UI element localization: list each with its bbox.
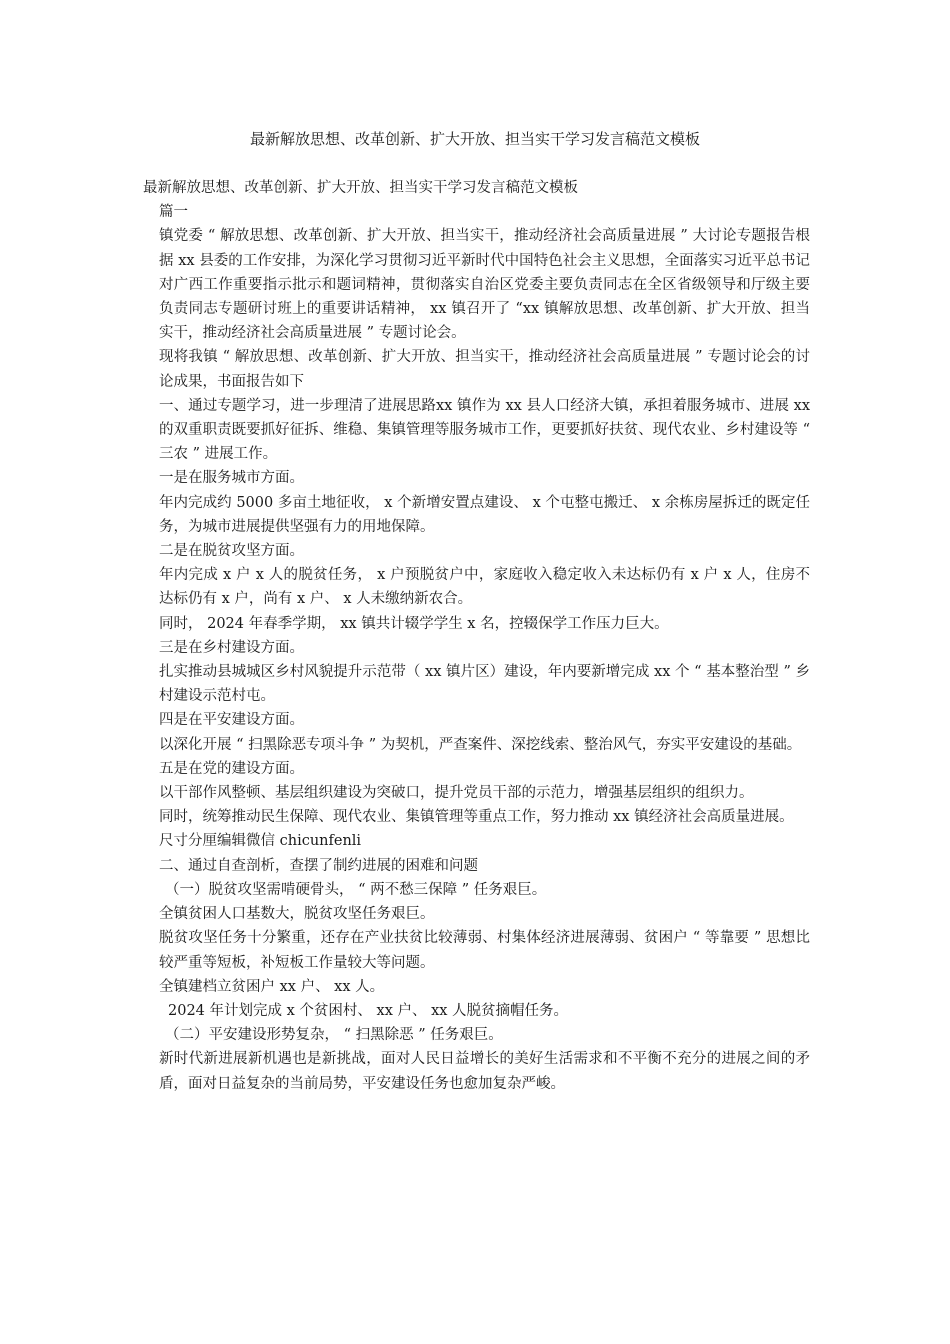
paragraph: 一是在服务城市方面。: [159, 470, 304, 487]
paragraph: 镇党委 “ 解放思想、改革创新、扩大开放、担当实干，推动经济社会高质量进展 ” 大讨论专题报告根据 xx 县委的工作安排，为深化学习贯彻习近平新时代中国特色社会主义思想，全面落实习近平总书记对广西工作重要指示批示和题词精神，贯彻落实自治区党委主要负责同志在全区省级领导和厅级主要负责同志专题研讨班上的重要讲话精神， xx 镇召开了 “xx 镇解放思想、改革创新、扩大开放、担当实干，推动经济社会高质量进展 ” 专题讨论会。: [159, 228, 810, 342]
paragraph: （二）平安建设形势复杂， “ 扫黑除恶 ” 任务艰巨。: [165, 1027, 503, 1044]
paragraph: 四是在平安建设方面。: [159, 712, 304, 729]
document-title: 最新解放思想、改革创新、扩大开放、担当实干学习发言稿范文模板: [249, 130, 700, 148]
paragraph: 以深化开展 “ 扫黑除恶专项斗争 ” 为契机，严查案件、深挖线索、整治风气，夯实平安建设的基础。: [159, 736, 802, 753]
document-body: [143, 176, 810, 1096]
paragraph: 扎实推动县城城区乡村风貌提升示范带（ xx 镇片区）建设，年内要新增完成 xx 个 “ 基本整治型 ” 乡村建设示范村屯。: [159, 664, 810, 705]
paragraph: 现将我镇 “ 解放思想、改革创新、扩大开放、担当实干，推动经济社会高质量进展 ” 专题讨论会的讨论成果，书面报告如下: [159, 349, 810, 390]
paragraph: 全镇建档立贫困户 xx 户、 xx 人。: [159, 978, 385, 995]
paragraph: 尺寸分厘编辑微信 chicunfenli: [159, 833, 362, 850]
paragraph: 同时， 2024 年春季学期， xx 镇共计辍学学生 x 名，控辍保学工作压力巨大。: [159, 615, 669, 632]
paragraph: （一）脱贫攻坚需啃硬骨头， “ 两不愁三保障 ” 任务艰巨。: [165, 881, 547, 898]
paragraph: 新时代新进展新机遇也是新挑战，面对人民日益增长的美好生活需求和不平衡不充分的进展之间的矛盾，面对日益复杂的当前局势，平安建设任务也愈加复杂严峻。: [159, 1051, 810, 1092]
body-heading: 最新解放思想、改革创新、扩大开放、担当实干学习发言稿范文模板: [143, 180, 578, 196]
paragraph: 全镇贫困人口基数大，脱贫攻坚任务艰巨。: [159, 906, 435, 923]
paragraph: 年内完成约 5000 多亩土地征收， x 个新增安置点建设、 x 个屯整屯搬迁、 x 余栋房屋拆迁的既定任务，为城市进展提供坚强有力的用地保障。: [159, 494, 810, 535]
paragraph: 二、通过自查剖析，查摆了制约进展的困难和问题: [159, 857, 478, 874]
paragraph: 年内完成 x 户 x 人的脱贫任务， x 户预脱贫户中，家庭收入稳定收入未达标仍有 x 户 x 人，住房不达标仍有 x 户，尚有 x 户、 x 人未缴纳新农合。: [159, 567, 810, 608]
paragraph: 五是在党的建设方面。: [159, 760, 304, 777]
paragraph: 同时，统筹推动民生保障、现代农业、集镇管理等重点工作，努力推动 xx 镇经济社会高质量进展。: [159, 809, 794, 826]
section-label: 篇一: [159, 204, 188, 221]
paragraph: 三是在乡村建设方面。: [159, 639, 304, 656]
paragraph: 2024 年计划完成 x 个贫困村、 xx 户、 xx 人脱贫摘帽任务。: [168, 1002, 569, 1019]
paragraph: 以干部作风整顿、基层组织建设为突破口，提升党员干部的示范力，增强基层组织的组织力。: [159, 785, 754, 802]
paragraph: 二是在脱贫攻坚方面。: [159, 543, 304, 560]
paragraph: 一、通过专题学习，进一步理清了进展思路xx 镇作为 xx 县人口经济大镇，承担着服务城市、进展 xx 的双重职责既要抓好征拆、维稳、集镇管理等服务城市工作，更要抓好扶贫、现代农业、乡村建设等 “ 三农 ” 进展工作。: [159, 397, 810, 463]
paragraph: 脱贫攻坚任务十分繁重，还存在产业扶贫比较薄弱、村集体经济进展薄弱、贫困户 “ 等靠要 ” 思想比较严重等短板，补短板工作量较大等问题。: [159, 930, 810, 971]
